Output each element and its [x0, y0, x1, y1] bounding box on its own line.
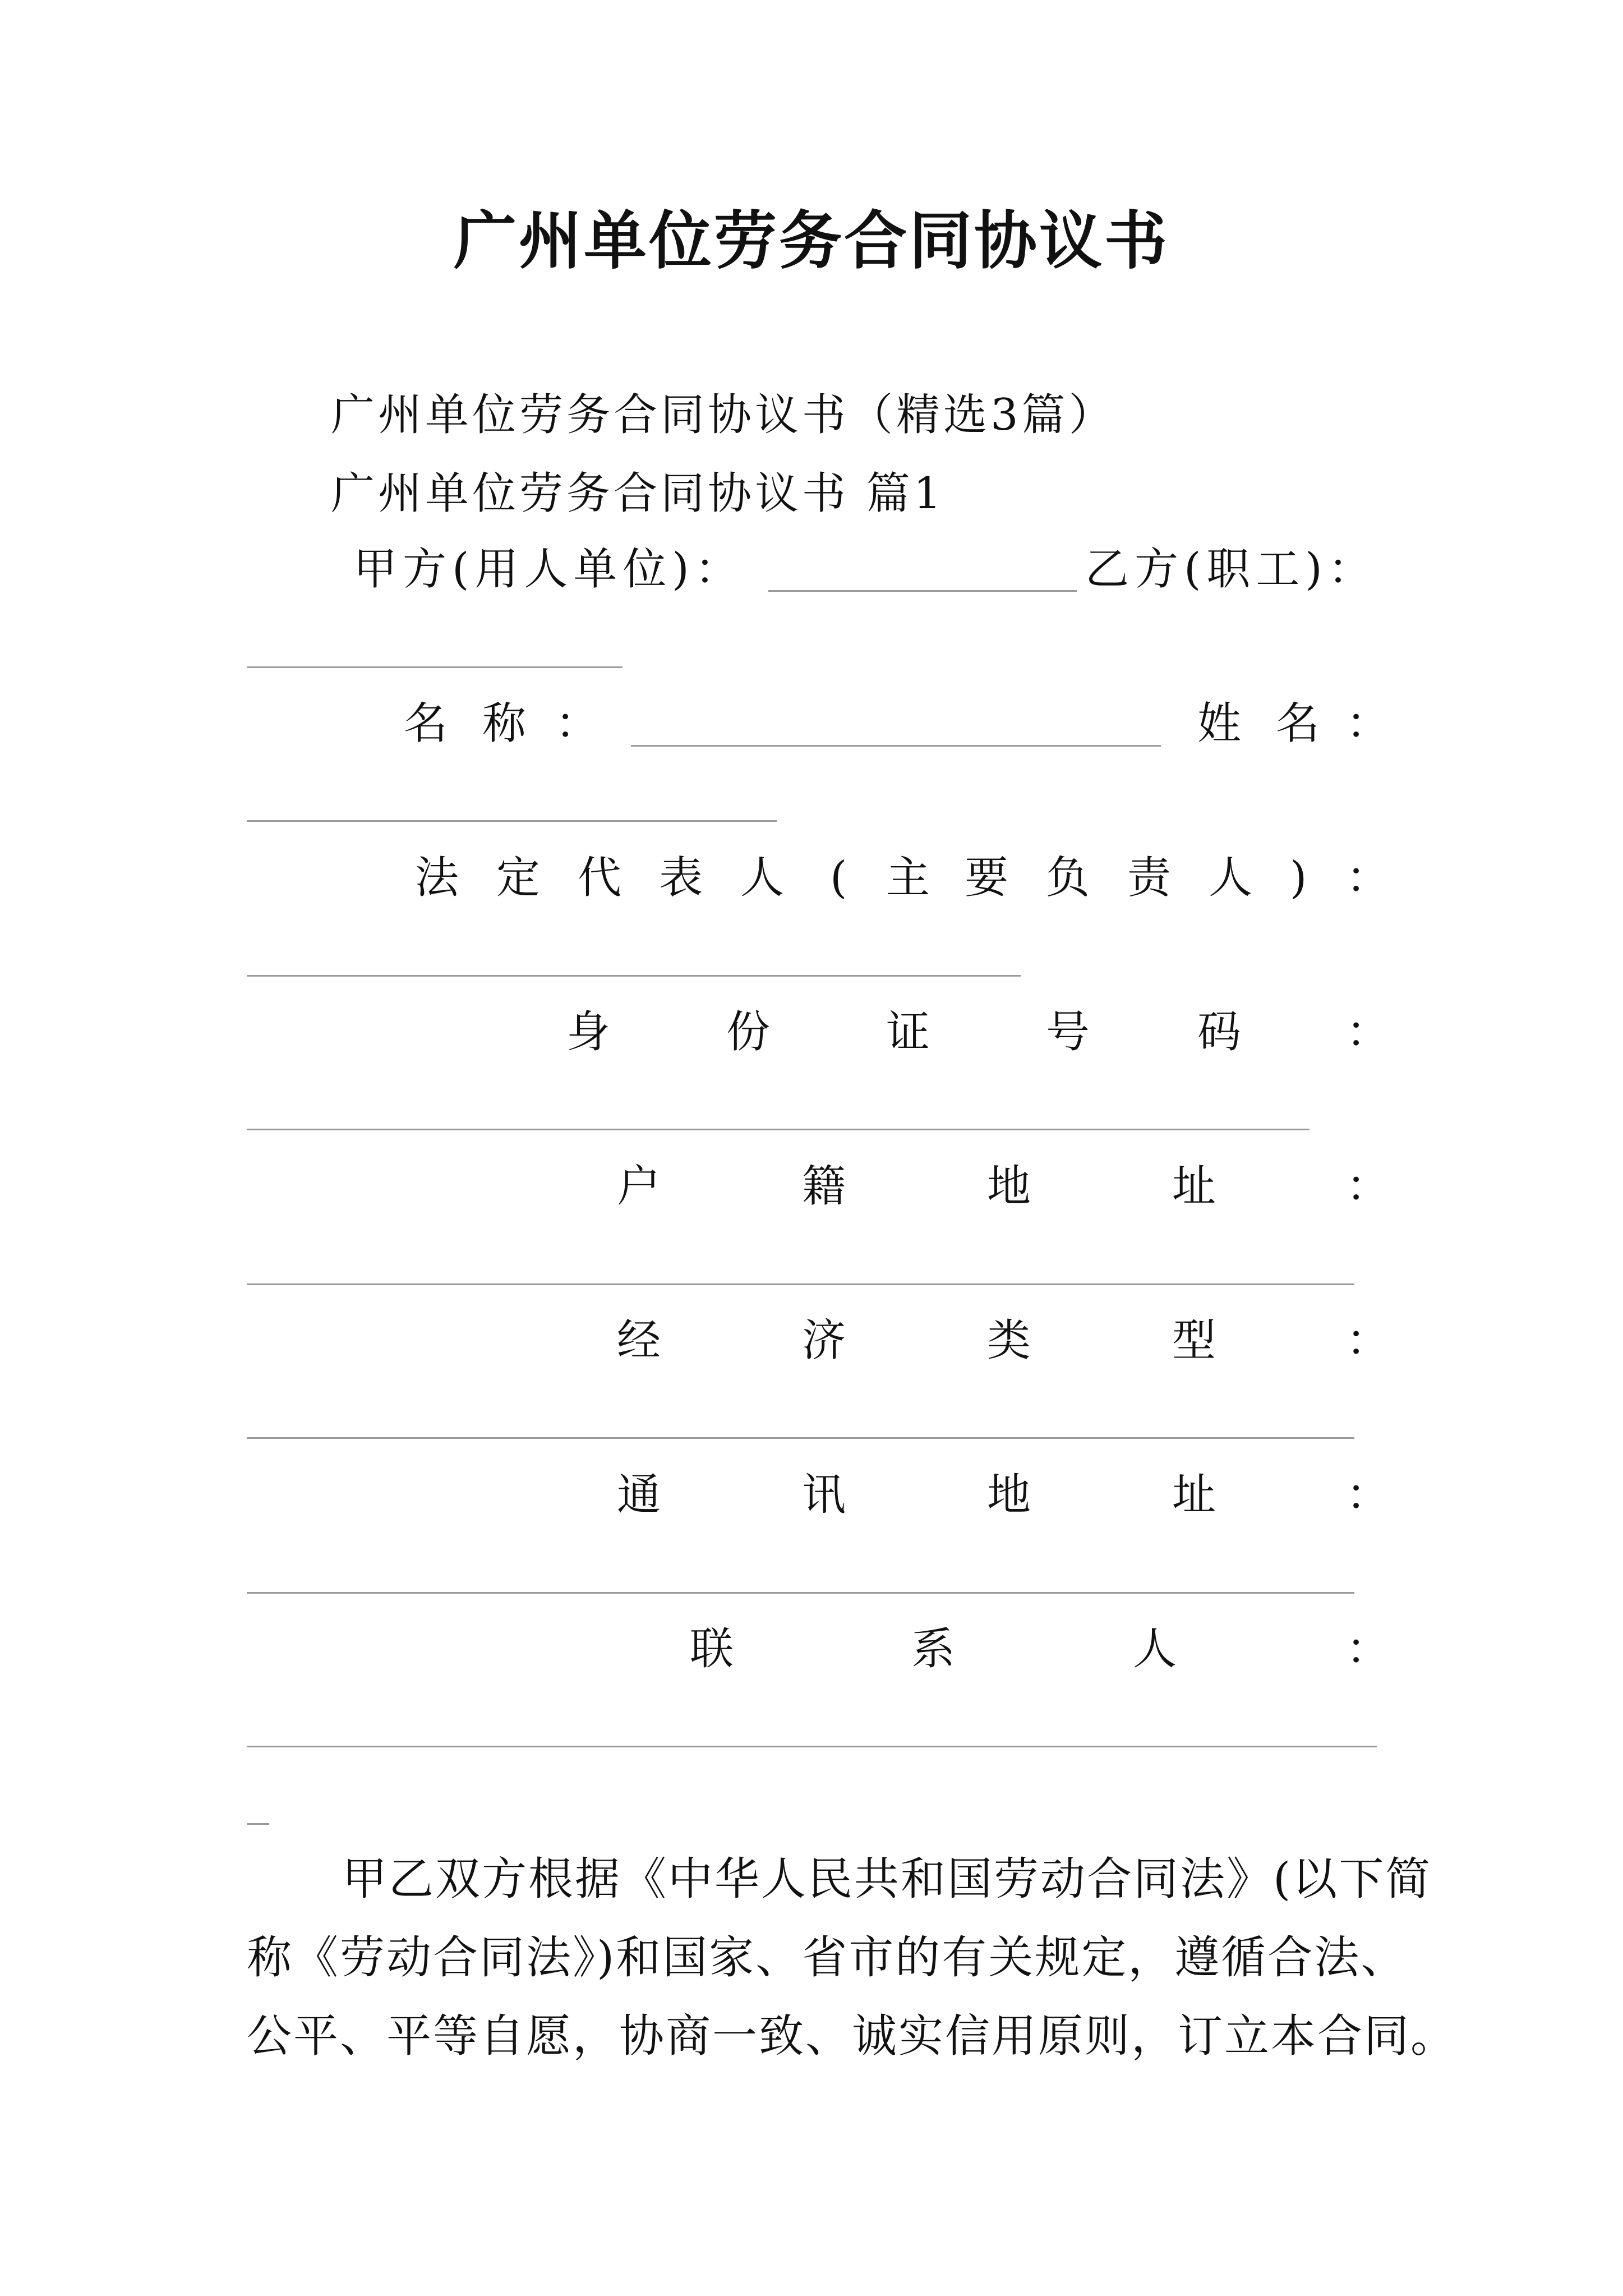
field-economic-char: 经 [617, 1315, 661, 1366]
field-id-char: 身 [566, 1007, 611, 1057]
party-b-label: 乙方(职工)： [1085, 544, 1377, 595]
field-economic-char: 型 [1172, 1315, 1216, 1366]
field-legal-rep-char: ) [1290, 853, 1307, 903]
field-legal-rep-char: 代 [578, 853, 622, 903]
party-a-blank[interactable] [768, 590, 1077, 592]
field-legal-rep-char: 表 [659, 853, 703, 903]
field-economic-colon: ： [1346, 1315, 1390, 1366]
paragraph-line: 称《劳动合同法》)和国家、省市的有关规定，遵循合法、 [247, 1931, 1408, 1984]
household-address-blank[interactable] [247, 1283, 1354, 1285]
economic-type-blank[interactable] [247, 1437, 1354, 1439]
field-legal-rep-char: 主 [886, 853, 930, 903]
id-number-blank[interactable] [247, 1129, 1310, 1130]
field-legal-rep-char: 法 [415, 853, 459, 903]
field-legal-rep-char: 负 [1046, 853, 1090, 903]
contact-person-blank-tail [247, 1823, 269, 1825]
field-person-name-char: 姓 [1197, 698, 1242, 749]
field-mail-char: 址 [1172, 1470, 1216, 1520]
field-person-name-char: 名 [1276, 698, 1320, 749]
field-household-char: 址 [1172, 1161, 1216, 1212]
field-legal-rep-char: 责 [1127, 853, 1172, 903]
field-mail-char: 通 [617, 1470, 661, 1520]
party-b-blank[interactable] [247, 666, 623, 668]
field-legal-rep-char: 人 [740, 853, 785, 903]
contact-person-blank[interactable] [247, 1746, 1377, 1747]
field-mail-char: 讯 [802, 1470, 846, 1520]
field-contact-char: 联 [690, 1624, 734, 1674]
field-id-char: 码 [1197, 1007, 1242, 1057]
field-id-char: 号 [1046, 1007, 1090, 1057]
field-id-char: 份 [726, 1007, 771, 1057]
field-mail-colon: ： [1346, 1470, 1390, 1520]
field-household-colon: ： [1346, 1161, 1390, 1212]
field-name-char: 称 [482, 698, 527, 749]
field-legal-rep-char: ( [830, 853, 847, 903]
field-person-name-colon: ： [1346, 698, 1390, 749]
field-household-char: 户 [617, 1161, 661, 1212]
party-a-label: 甲方(用人单位)： [353, 544, 744, 595]
field-name-colon: ： [555, 698, 600, 749]
field-contact-char: 系 [911, 1624, 956, 1674]
field-economic-char: 类 [987, 1315, 1031, 1366]
field-economic-char: 济 [802, 1315, 846, 1366]
field-legal-rep-char: 要 [965, 853, 1009, 903]
field-legal-rep-char: 定 [496, 853, 541, 903]
field-legal-rep-colon: ： [1346, 853, 1390, 903]
field-mail-char: 地 [987, 1470, 1031, 1520]
legal-rep-blank[interactable] [247, 975, 1021, 977]
field-contact-char: 人 [1133, 1624, 1177, 1674]
name-blank[interactable] [631, 745, 1161, 747]
field-household-char: 地 [987, 1161, 1031, 1212]
field-id-colon: ： [1346, 1007, 1390, 1057]
mailing-address-blank[interactable] [247, 1592, 1354, 1594]
document-title: 广州单位劳务合同协议书 [454, 204, 1169, 278]
part-heading: 广州单位劳务合同协议书 篇1 [331, 468, 945, 519]
paragraph-line: 公平、平等自愿，协商一致、诚实信用原则，订立本合同。 [247, 2010, 1457, 2062]
document-subtitle: 广州单位劳务合同协议书（精选3篇） [331, 390, 1116, 440]
field-name-char: 名 [404, 698, 448, 749]
field-legal-rep-char: 人 [1209, 853, 1253, 903]
field-household-char: 籍 [802, 1161, 846, 1212]
paragraph-line: 甲乙双方根据《中华人民共和国劳动合同法》(以下简 [342, 1853, 1432, 1905]
person-name-blank[interactable] [247, 820, 777, 822]
field-id-char: 证 [886, 1007, 930, 1057]
field-contact-colon: ： [1346, 1624, 1390, 1674]
